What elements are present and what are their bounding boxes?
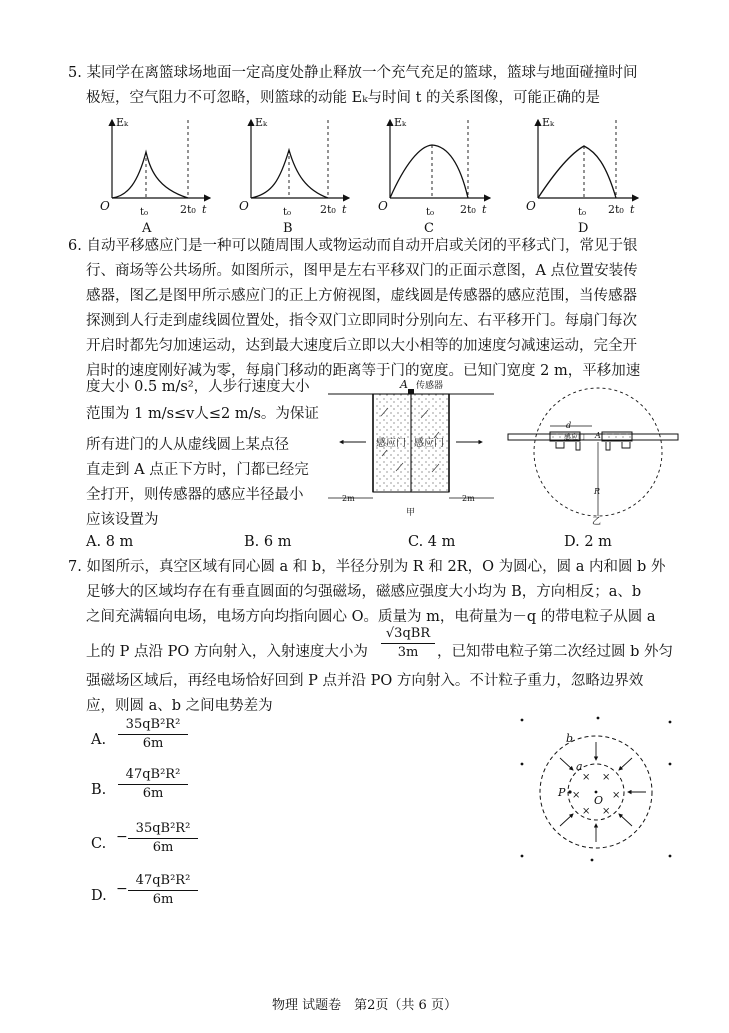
q7-option-d-letter: D. xyxy=(91,888,107,904)
q7-option-a-num: 35qB²R² xyxy=(118,716,188,735)
q6-line-6: 启时的速度刚好减为零，每扇门移动的距离等于门的宽度。已知门宽度 2 m，平移加速 xyxy=(86,363,641,379)
graph-b-2t0: 2t₀ xyxy=(320,203,336,216)
jia-point-a: A xyxy=(400,378,408,391)
yi-point-a: A xyxy=(595,431,601,440)
q7-speed-num: √3qBR xyxy=(381,625,435,644)
q6-option-a: A. 8 m xyxy=(86,534,134,550)
graph-a-t0: t₀ xyxy=(140,207,149,218)
q6-line-3: 感器，图乙是图甲所示感应门的正上方俯视图，虚线圆是传感器的感应范围，当传感器 xyxy=(86,288,637,304)
q7-option-a-den: 6m xyxy=(142,736,164,751)
q5-graphs xyxy=(0,112,729,236)
graph-d-origin: O xyxy=(526,199,536,213)
graph-b xyxy=(239,116,349,236)
page-footer: 物理 试题卷 第2页（共 6 页） xyxy=(272,998,457,1013)
graph-d-t0: t₀ xyxy=(578,207,587,218)
graph-a xyxy=(100,116,210,236)
q6-side-line-1: 度大小 0.5 m/s²，人步行速度大小 xyxy=(86,379,310,395)
q6-side-line-2: 范围为 1 m/s≤v人≤2 m/s。为保证 xyxy=(86,406,319,422)
graph-d-x-label: t xyxy=(630,203,635,216)
graph-c-2t0: 2t₀ xyxy=(460,203,476,216)
svg-text:×: × xyxy=(582,772,591,783)
jia-door-left: 感应门 xyxy=(376,438,406,449)
q6-figure-yi xyxy=(506,376,682,527)
q7-speed-den: 3m xyxy=(397,645,419,660)
q7-line-6: 应，则圆 a、b 之间电势差为 xyxy=(86,698,273,714)
q6-option-b: B. 6 m xyxy=(244,534,292,550)
graph-c-x-label: t xyxy=(482,203,487,216)
graph-b-y-label: Eₖ xyxy=(255,116,268,129)
q7-option-d-sign: − xyxy=(116,881,128,897)
q7-option-b-num: 47qB²R² xyxy=(118,766,188,785)
q6-line-5: 开启时都先匀加速运动，达到最大速度后立即以大小相等的加速度匀减速运动，完全开 xyxy=(86,338,637,354)
q7-line-2: 足够大的区域均存在有垂直圆面的匀强磁场，磁感应强度大小均为 B，方向相反；a、b xyxy=(86,584,642,600)
q6-side-line-4: 直走到 A 点正下方时，门都已经完 xyxy=(86,462,309,478)
q7-label-p: P xyxy=(558,786,566,799)
graph-b-x-label: t xyxy=(342,203,347,216)
graph-d-letter: D xyxy=(578,221,589,236)
q6-side-line-6: 应该设置为 xyxy=(86,512,159,528)
q6-line-4: 探测到人行走到虚线圆位置处，指令双门立即同时分别向左、右平移开门。每扇门每次 xyxy=(86,313,637,329)
q7-option-c-sign: − xyxy=(116,829,128,845)
graph-a-2t0: 2t₀ xyxy=(180,203,196,216)
q7-option-b-letter: B. xyxy=(91,782,107,798)
jia-sensor-label: 传感器 xyxy=(416,381,444,391)
q7-label-b: b xyxy=(566,732,574,745)
yi-radius-label: R xyxy=(594,487,601,496)
q7-speed-fraction xyxy=(381,625,435,662)
q6-option-d: D. 2 m xyxy=(564,534,612,550)
q7-line-1: 7. 如图所示，真空区域有同心圆 a 和 b，半径分别为 R 和 2R，O 为圆心，圆 a 内和圆 b 外 xyxy=(68,559,666,575)
q6-line-2: 行、商场等公共场所。如图所示，图甲是左右平移双门的正面示意图，A 点位置安装传 xyxy=(86,263,638,279)
q5-line-1: 5. 某同学在离篮球场地面一定高度处静止释放一个充气充足的篮球，篮球与地面碰撞时间 xyxy=(68,65,638,81)
q7-option-c-fraction xyxy=(116,820,198,857)
graph-c xyxy=(378,116,490,236)
jia-caption: 甲 xyxy=(406,508,416,518)
yi-door-label: 感应门 xyxy=(564,433,585,441)
q6-side-line-5: 全打开，则传感器的感应半径最小 xyxy=(86,487,304,503)
graph-a-x-label: t xyxy=(202,203,207,216)
q7-option-c-num: 35qB²R² xyxy=(128,820,198,839)
q7-label-o: O xyxy=(594,794,604,807)
graph-b-origin: O xyxy=(239,199,249,213)
graph-c-letter: C xyxy=(424,221,434,236)
q7-option-a-letter: A. xyxy=(91,732,107,748)
q7-option-b-fraction xyxy=(118,766,188,803)
q6-line-1: 6. 自动平移感应门是一种可以随周围人或物运动而自动开启或关闭的平移式门，常见于银 xyxy=(68,238,638,254)
jia-width-right: 2m xyxy=(462,494,475,503)
q7-option-d-den: 6m xyxy=(152,892,174,907)
q7-line-3: 之间充满辐向电场，电场方向均指向圆心 O。质量为 m，电荷量为－q 的带电粒子从圆 a xyxy=(86,609,656,625)
q7-option-d-num: 47qB²R² xyxy=(128,872,198,891)
q7-line-4b: ，已知带电粒子第二次经过圆 b 外匀 xyxy=(437,644,673,660)
q7-option-c-letter: C. xyxy=(91,836,107,852)
yi-d-label: d xyxy=(566,421,572,430)
jia-width-left: 2m xyxy=(342,494,355,503)
q5-line-2: 极短，空气阻力不可忽略，则篮球的动能 Eₖ与时间 t 的关系图像，可能正确的是 xyxy=(86,90,601,106)
graph-d-y-label: Eₖ xyxy=(542,116,555,129)
svg-text:×: × xyxy=(572,790,581,801)
q7-option-c-den: 6m xyxy=(152,840,174,855)
graph-b-t0: t₀ xyxy=(283,207,292,218)
graph-b-letter: B xyxy=(283,221,293,236)
q7-line-4a: 上的 P 点沿 PO 方向射入，入射速度大小为 xyxy=(86,644,368,660)
graph-a-origin: O xyxy=(100,199,110,213)
graph-c-t0: t₀ xyxy=(426,207,435,218)
q7-line-5: 强磁场区域后，再经电场恰好回到 P 点并沿 PO 方向射入。不计粒子重力，忽略边界效 xyxy=(86,673,644,689)
graph-a-letter: A xyxy=(142,221,152,236)
graph-d-2t0: 2t₀ xyxy=(608,203,624,216)
jia-door-right: 感应门 xyxy=(414,438,444,449)
q7-option-b-den: 6m xyxy=(142,786,164,801)
q6-figure-jia xyxy=(326,376,496,522)
graph-c-origin: O xyxy=(378,199,388,213)
q7-figure xyxy=(510,712,680,864)
yi-caption: 乙 xyxy=(592,517,602,527)
graph-c-y-label: Eₖ xyxy=(394,116,407,129)
q6-side-line-3: 所有进门的人从虚线圆上某点径 xyxy=(86,437,289,453)
q6-option-c: C. 4 m xyxy=(408,534,456,550)
svg-text:×: × xyxy=(612,790,621,801)
q7-label-a: a xyxy=(576,760,583,773)
q7-option-d-fraction xyxy=(116,872,198,909)
graph-a-y-label: Eₖ xyxy=(116,116,129,129)
graph-d xyxy=(526,116,638,236)
svg-text:×: × xyxy=(602,772,611,783)
svg-text:×: × xyxy=(602,806,611,817)
svg-text:×: × xyxy=(582,806,591,817)
q7-option-a-fraction xyxy=(118,716,188,753)
